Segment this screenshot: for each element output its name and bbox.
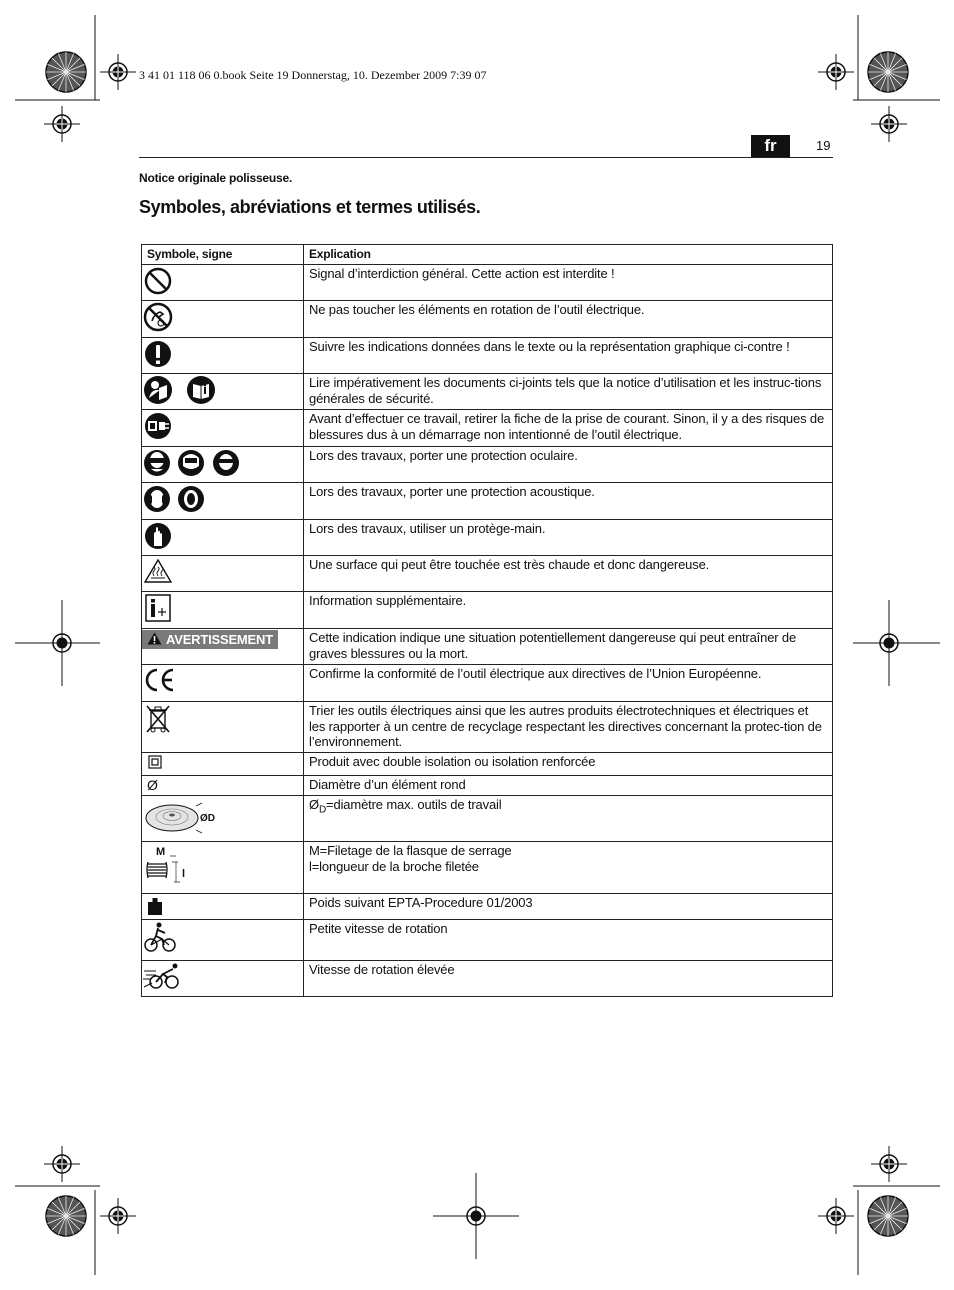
protective-gloves-icon (142, 520, 174, 552)
read-instructions-icon (142, 374, 176, 406)
unplug-icon (142, 410, 174, 442)
svg-text:ØD: ØD (200, 813, 215, 824)
col-header-explanation: Explication (304, 245, 833, 265)
page-number: 19 (816, 138, 831, 153)
table-row (142, 894, 833, 920)
table-row (142, 796, 833, 842)
explanation-text: Produit avec double isolation ou isolation renforcée (304, 753, 833, 776)
diameter-subscript: D (318, 804, 327, 816)
table-row (142, 483, 833, 520)
spindle-thread-icon (142, 842, 192, 888)
exclamation-icon (142, 338, 174, 370)
language-badge: fr (751, 135, 790, 157)
notice-heading: Notice originale polisseuse. (139, 171, 293, 185)
no-touch-rotating-icon (142, 301, 174, 333)
table-row (142, 301, 833, 338)
explanation-text: Vitesse de rotation élevée (304, 961, 833, 997)
manual-book-icon (184, 374, 218, 406)
explanation-text: Suivre les indications données dans le texte ou la représentation graphique ci-contre ! (304, 338, 833, 374)
diameter-prefix: Ø (309, 797, 319, 812)
table-row (142, 920, 833, 961)
explanation-text: Diamètre d’un élément rond (304, 776, 833, 796)
explanation-text: Cette indication indique une situation potentiellement dangereuse qui peut entraîner de graves blessures ou la mort. (304, 629, 833, 665)
spindle-length-explanation-line: l=longueur de la broche filetée (309, 858, 479, 874)
explanation-text: Lors des travaux, utiliser un protège-main. (304, 520, 833, 556)
safety-glasses-icon (211, 447, 241, 479)
hot-surface-icon (142, 556, 174, 586)
high-speed-cyclist-icon (142, 961, 182, 991)
disc-diameter-icon (142, 796, 222, 836)
table-row (142, 665, 833, 702)
table-row (142, 410, 833, 447)
symbols-table (141, 244, 833, 997)
table-row (142, 592, 833, 629)
table-row (142, 556, 833, 592)
book-header-line: 3 41 01 118 06 0.book Seite 19 Donnerstag, 10. Dezember 2009 7:39 07 (139, 68, 487, 82)
col-header-symbol: Symbole, signe (142, 245, 304, 265)
table-row (142, 374, 833, 410)
table-row (142, 961, 833, 997)
thread-label-m: M (156, 846, 166, 858)
explanation-text: Confirme la conformité de l’outil électrique aux directives de l’Union Européenne. (304, 665, 833, 702)
weee-bin-icon (142, 702, 174, 736)
explanation-text: Une surface qui peut être touchée est très chaude et donc dangereuse. (304, 556, 833, 592)
diameter-icon: Ø (147, 777, 158, 793)
weight-icon (142, 894, 162, 916)
explanation-text (304, 842, 833, 894)
table-row (142, 265, 833, 301)
table-row (142, 842, 833, 894)
thread-label-l: l (182, 868, 186, 880)
section-title: Symboles, abréviations et termes utilisés. (139, 197, 481, 217)
ear-plugs-icon (176, 483, 206, 515)
table-row (142, 629, 833, 665)
table-header-row (142, 245, 833, 265)
thread-explanation-line: M=Filetage de la flasque de serrage (309, 843, 512, 858)
table-row (142, 338, 833, 374)
table-row (142, 520, 833, 556)
warning-badge-label: AVERTISSEMENT (166, 632, 273, 647)
explanation-text: Petite vitesse de rotation (304, 920, 833, 961)
explanation-text: Poids suivant EPTA-Procedure 01/2003 (304, 894, 833, 920)
header-rule (139, 157, 833, 158)
ce-mark-icon (142, 665, 176, 695)
warning-badge (142, 630, 278, 649)
explanation-text: Information supplémentaire. (304, 592, 833, 629)
explanation-text: Avant d’effectuer ce travail, retirer la fiche de la prise de courant. Sinon, il y a des risques de blessures dus à un démarrage non intentionné de l’outil électrique. (304, 410, 833, 447)
double-insulation-icon (148, 755, 162, 769)
ear-muffs-icon (142, 483, 172, 515)
explanation-text (304, 796, 833, 842)
explanation-text: Signal d’interdiction général. Cette action est interdite ! (304, 265, 833, 301)
info-plus-icon (142, 592, 174, 624)
low-speed-cyclist-icon (142, 920, 178, 954)
table-row (142, 776, 833, 796)
table-row (142, 447, 833, 483)
explanation-text: Trier les outils électriques ainsi que les autres produits électrotechniques et électriques et les rapporter à un centre de recyclage respectant les directives concernant la protec-tion de l’environnement. (304, 702, 833, 753)
prohibition-icon (142, 265, 174, 297)
explanation-text: Lire impérativement les documents ci-joints tels que la notice d’utilisation et les instruc-tions générales de sécurité. (304, 374, 833, 410)
table-row (142, 753, 833, 776)
safety-goggles-icon (142, 447, 172, 479)
table-row (142, 702, 833, 753)
explanation-text: Ne pas toucher les éléments en rotation de l’outil électrique. (304, 301, 833, 338)
warning-triangle-icon (147, 632, 162, 645)
explanation-text: Lors des travaux, porter une protection acoustique. (304, 483, 833, 520)
explanation-text: Lors des travaux, porter une protection oculaire. (304, 447, 833, 483)
diameter-description: =diamètre max. outils de travail (326, 797, 502, 812)
face-shield-icon (176, 447, 206, 479)
